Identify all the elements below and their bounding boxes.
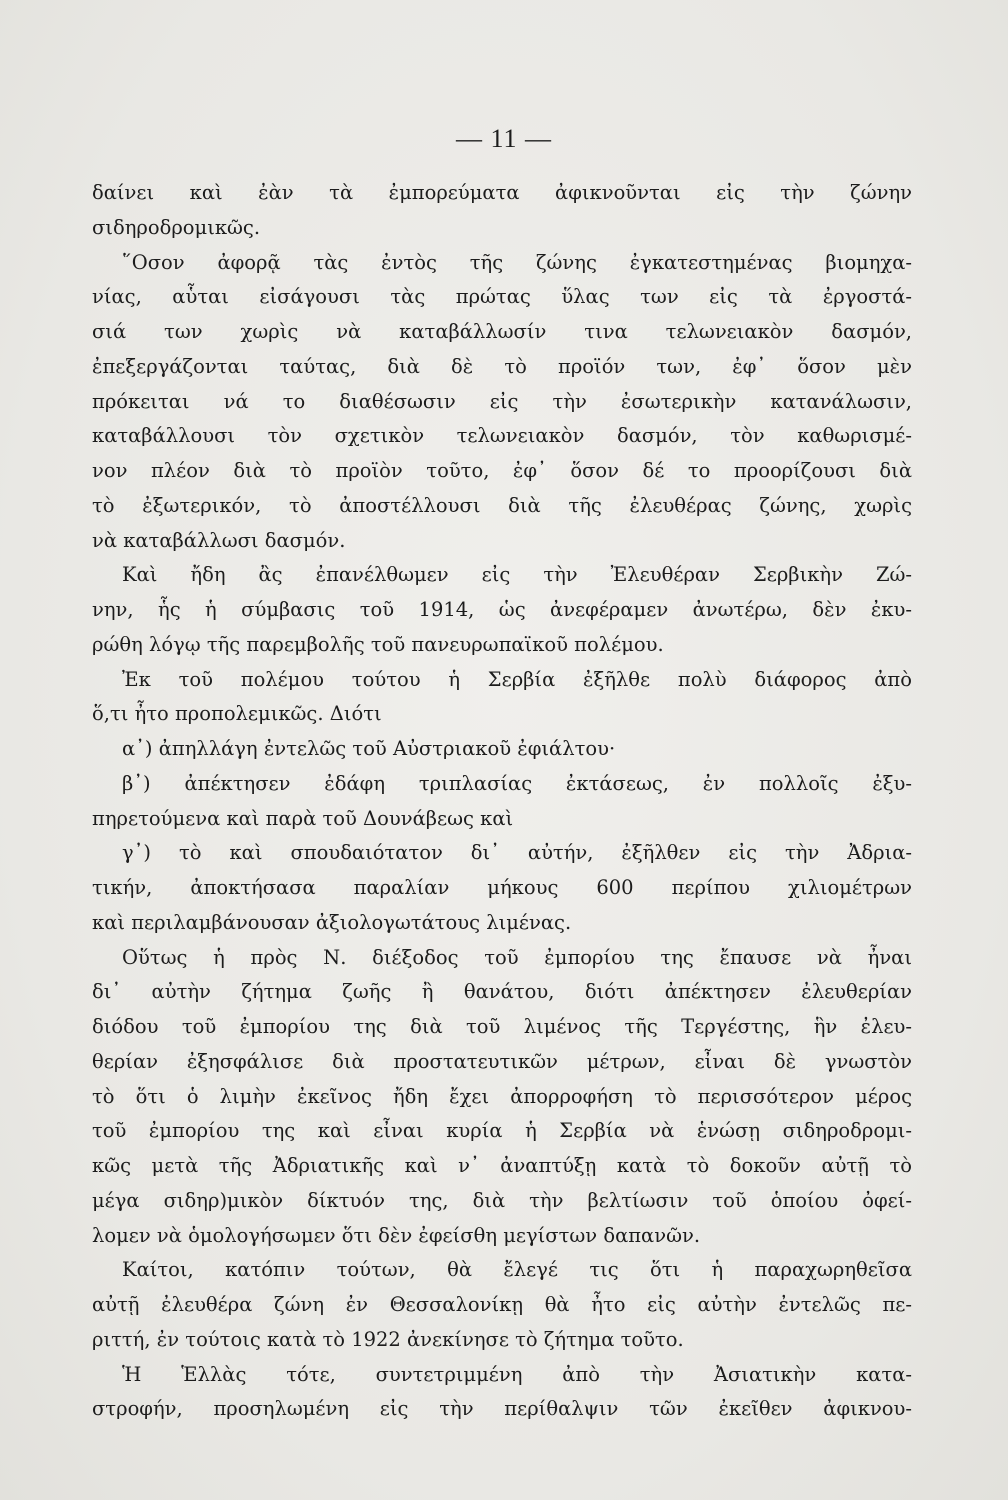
text-line: νην, ἧς ἡ σύμβασις τοῦ 1914, ὡς ἀνεφέραμεν ἀνωτέρω, δὲν ἐκυ- xyxy=(92,598,912,621)
page-number: — 11 — xyxy=(455,124,553,153)
text-line: ρώθη λόγῳ τῆς παρεμβολῆς τοῦ πανευρωπαϊκοῦ πολέμου. xyxy=(92,632,664,656)
text-line: κῶς μετὰ τῆς Ἀδριατικῆς καὶ ν᾽ ἀναπτύξῃ κατὰ τὸ δοκοῦν αὐτῇ τὸ xyxy=(92,1154,912,1177)
text-line: Καὶ ἤδη ἂς ἐπανέλθωμεν εἰς τὴν Ἐλευθέραν Σερβικὴν Ζώ- xyxy=(122,563,912,587)
text-line: πρόκειται νά το διαθέσωσιν εἰς τὴν ἐσωτερικὴν κατανάλωσιν, xyxy=(92,389,912,413)
text-line: ἐπεξεργάζονται ταύτας, διὰ δὲ τὸ προϊόν των, ἐφ᾽ ὅσον μὲν xyxy=(92,354,912,378)
text-line: αὐτῇ ἐλευθέρα ζώνη ἐν Θεσσαλονίκῃ θὰ ἦτο εἰς αὐτὴν ἐντελῶς πε- xyxy=(92,1293,912,1316)
text-line: Ἐκ τοῦ πολέμου τούτου ἡ Σερβία ἐξῆλθε πολὺ διάφορος ἀπὸ xyxy=(122,667,912,691)
body-text xyxy=(92,176,912,1427)
text-line: Ἡ Ἑλλὰς τότε, συντετριμμένη ἀπὸ τὴν Ἀσιατικὴν κατα- xyxy=(122,1362,912,1386)
text-line: β᾽) ἀπέκτησεν ἐδάφη τριπλασίας ἐκτάσεως, ἐν πολλοῖς ἐξυ- xyxy=(122,771,912,795)
text-line: Καίτοι, κατόπιν τούτων, θὰ ἔλεγέ τις ὅτι ἡ παραχωρηθεῖσα xyxy=(122,1258,912,1282)
text-line: ὅ,τι ἦτο προπολεμικῶς. Διότι xyxy=(92,702,382,726)
text-line: ῞Οσον ἀφορᾷ τὰς ἐντὸς τῆς ζώνης ἐγκατεστημένας βιομηχα- xyxy=(122,250,912,274)
text-line: σιδηροδρομικῶς. xyxy=(92,215,261,239)
text-line: θερίαν ἐξησφάλισε διὰ προστατευτικῶν μέτρων, εἶναι δὲ γνωστὸν xyxy=(92,1049,912,1073)
text-line: τὸ ὅτι ὁ λιμὴν ἐκεῖνος ἤδη ἔχει ἀπορροφήση τὸ περισσότερον μέρος xyxy=(92,1084,912,1108)
text-line: νίας, αὗται εἰσάγουσι τὰς πρώτας ὕλας των εἰς τὰ ἐργοστά- xyxy=(92,285,912,309)
text-line: τὸ ἐξωτερικόν, τὸ ἀποστέλλουσι διὰ τῆς ἐλευθέρας ζώνης, χωρὶς xyxy=(92,493,912,517)
text-line: μέγα σιδηρ)μικὸν δίκτυόν της, διὰ τὴν βελτίωσιν τοῦ ὁποίου ὀφεί- xyxy=(92,1188,912,1212)
text-line: Οὕτως ἡ πρὸς Ν. διέξοδος τοῦ ἐμπορίου της ἔπαυσε νὰ ἦναι xyxy=(122,945,912,969)
text-line: γ᾽) τὸ καὶ σπουδαιότατον δι᾽ αὐτήν, ἐξῆλθεν εἰς τὴν Ἀδρια- xyxy=(122,841,912,865)
text-line: α᾽) ἀπηλλάγη ἐντελῶς τοῦ Αὐστριακοῦ ἐφιάλτου· xyxy=(122,737,616,760)
text-line: καὶ περιλαμβάνουσαν ἀξιολογωτάτους λιμένας. xyxy=(92,910,572,934)
text-line: τοῦ ἐμπορίου της καὶ εἶναι κυρία ἡ Σερβία νὰ ἑνώσῃ σιδηροδρομι- xyxy=(92,1119,912,1143)
text-line: καταβάλλουσι τὸν σχετικὸν τελωνειακὸν δασμόν, τὸν καθωρισμέ- xyxy=(92,424,912,448)
text-line: νον πλέον διὰ τὸ προϊὸν τοῦτο, ἐφ᾽ ὅσον δέ το προορίζουσι διὰ xyxy=(92,459,912,482)
text-line: ριττή, ἐν τούτοις κατὰ τὸ 1922 ἀνεκίνησε τὸ ζήτημα τοῦτο. xyxy=(92,1327,684,1351)
text-line: σιά των χωρὶς νὰ καταβάλλωσίν τινα τελωνειακὸν δασμόν, xyxy=(92,320,912,343)
text-line: λομεν νὰ ὁμολογήσωμεν ὅτι δὲν ἐφείσθη μεγίστων δαπανῶν. xyxy=(92,1223,701,1247)
text-line: διόδου τοῦ ἐμπορίου της διὰ τοῦ λιμένος τῆς Τεργέστης, ἣν ἐλευ- xyxy=(92,1015,912,1038)
text-line: δαίνει καὶ ἐὰν τὰ ἐμπορεύματα ἀφικνοῦνται εἰς τὴν ζώνην xyxy=(92,181,912,204)
text-line: πηρετούμενα καὶ παρὰ τοῦ Δουνάβεως καὶ xyxy=(92,806,514,830)
text-line: στροφήν, προσηλωμένη εἰς τὴν περίθαλψιν τῶν ἐκεῖθεν ἀφικνου- xyxy=(92,1397,912,1421)
text-line: νὰ καταβάλλωσι δασμόν. xyxy=(92,528,346,552)
text-line: τικήν, ἀποκτήσασα παραλίαν μήκους 600 περίπου χιλιομέτρων xyxy=(92,876,912,899)
text-line: δι᾽ αὐτὴν ζήτημα ζωῆς ἢ θανάτου, διότι ἀπέκτησεν ἐλευθερίαν xyxy=(92,980,912,1004)
